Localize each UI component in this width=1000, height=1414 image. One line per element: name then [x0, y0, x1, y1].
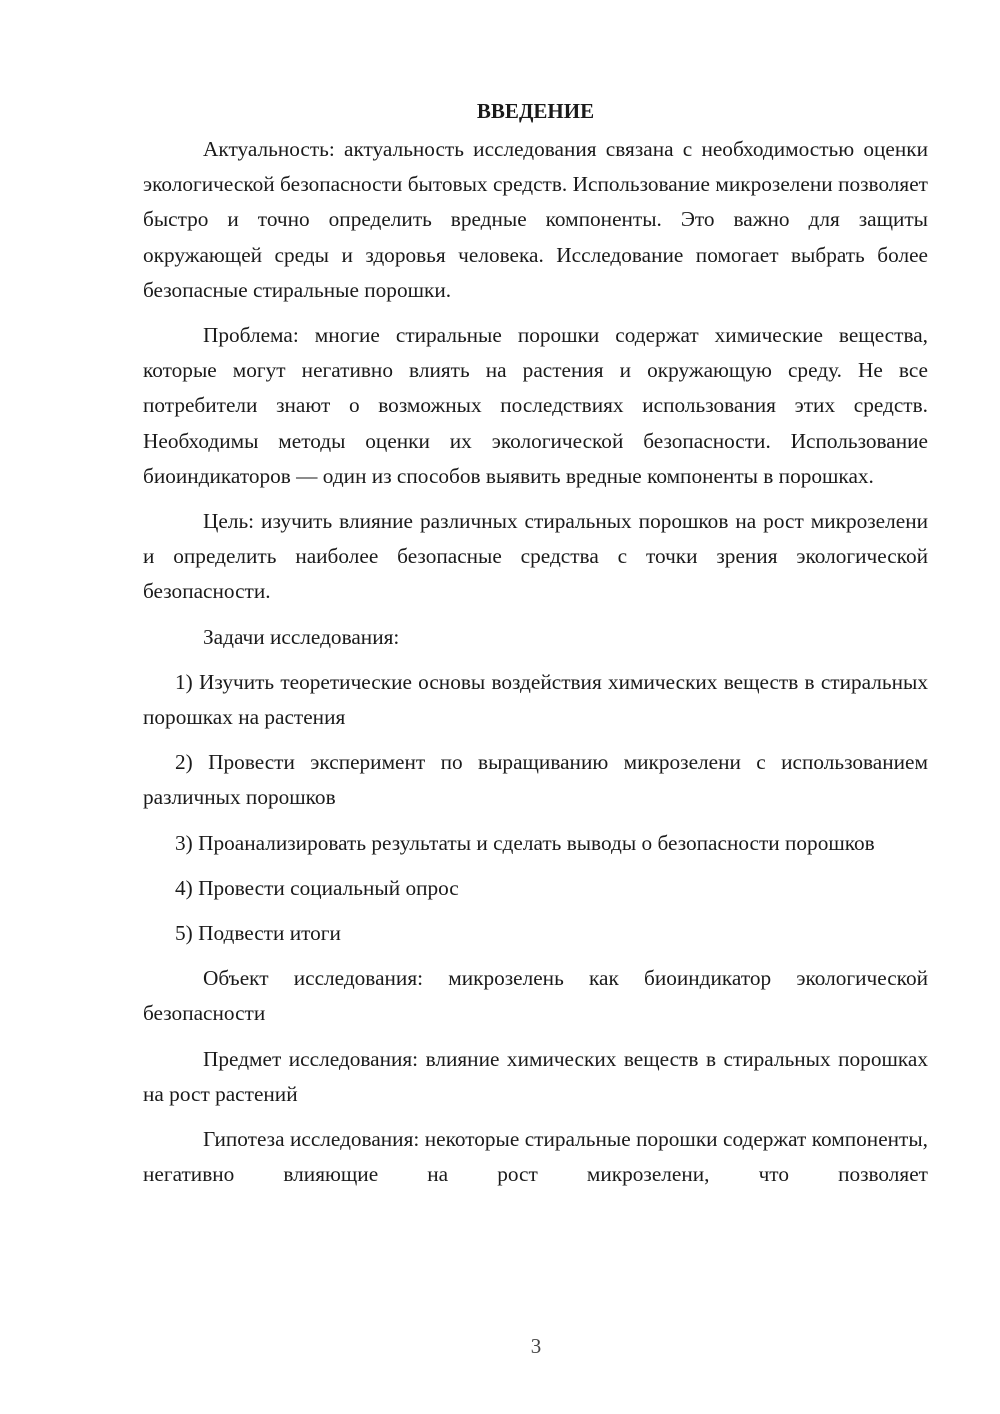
paragraph-goal: Цель: изучить влияние различных стиральных порошков на рост микрозелени и определить наиболее безопасные средства с точки зрения экологической безопасности.: [143, 509, 928, 604]
paragraph-object: Объект исследования: микрозелень как биоиндикатор экологической безопасности: [143, 966, 928, 1026]
paragraph-relevance: Актуальность: актуальность исследования связана с необходимостью оценки экологической безопасности бытовых средств. Использование микрозелени позволяет быстро и точно определить вредные компоненты. Это важно для защиты окружающей среды и здоровья человека. Исследование помогает выбрать более безопасные стиральные порошки.: [143, 137, 928, 302]
page-title: ВВЕДЕНИЕ: [476, 99, 595, 123]
task-item-1: 1) Изучить теоретические основы воздействия химических веществ в стиральных порошках на растения: [143, 669, 928, 730]
task-item-2: 2) Провести эксперимент по выращиванию микрозелени с использованием различных порошков: [143, 750, 928, 810]
paragraph-tasks-heading: Задачи исследования:: [203, 624, 400, 649]
page-number: 3: [530, 1334, 542, 1358]
paragraph-subject: Предмет исследования: влияние химических веществ в стиральных порошках на рост растений: [143, 1046, 928, 1106]
paragraph-problem: Проблема: многие стиральные порошки содержат химические вещества, которые могут негативно влиять на растения и окружающую среду. Не все потребители знают о возможных последствиях использования этих средств. Необходимы методы оценки их экологической безопасности. Использование биоиндикаторов — один из способов выявить вредные компоненты в порошках.: [143, 323, 928, 488]
document-page: [143, 94, 928, 1202]
task-item-4: 4) Провести социальный опрос: [175, 875, 459, 900]
paragraph-hypothesis: Гипотеза исследования: некоторые стиральные порошки содержат компоненты, негативно влияющие на рост микрозелени, что позволяет: [143, 1127, 928, 1187]
task-item-5: 5) Подвести итоги: [175, 921, 341, 946]
task-item-3: 3) Проанализировать результаты и сделать выводы о безопасности порошков: [175, 830, 875, 855]
